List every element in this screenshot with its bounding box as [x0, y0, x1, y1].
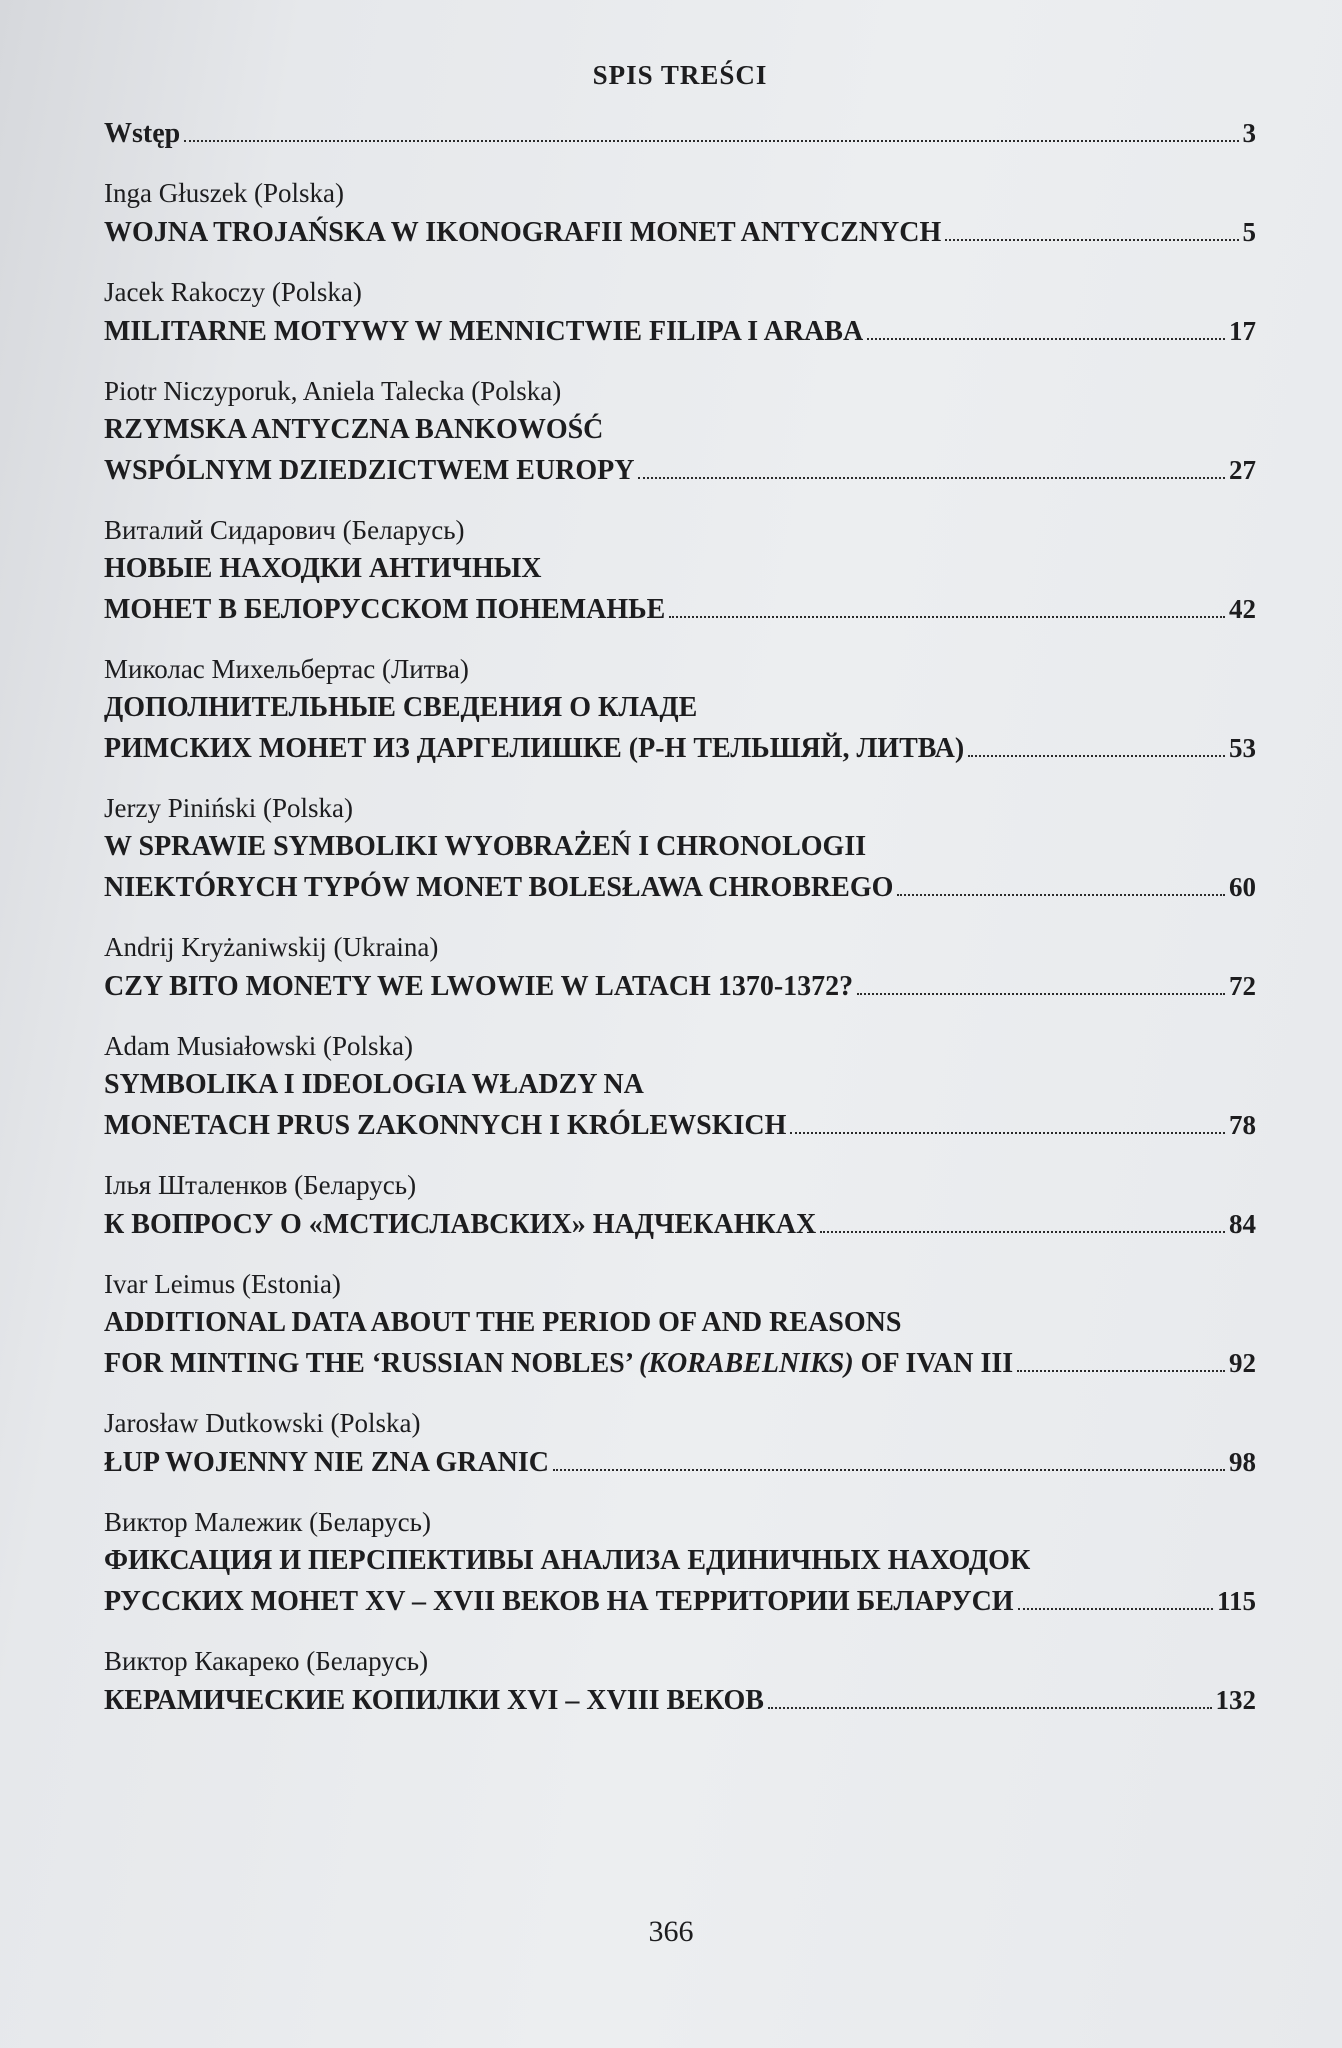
entry-author: Andrij Kryżaniwskij (Ukraina): [104, 932, 439, 962]
dot-leader: [184, 116, 1238, 142]
toc-line: [104, 589, 1256, 630]
dot-leader: [1018, 1584, 1213, 1610]
entry-author: Виталий Сидарович (Беларусь): [104, 515, 465, 545]
entry-title: CZY BITO MONETY WE LWOWIE W LATACH 1370-1372?: [104, 971, 854, 1002]
entry-title: Wstęp: [104, 118, 181, 149]
entry-title: ADDITIONAL DATA ABOUT THE PERIOD OF AND REASONS: [104, 1307, 902, 1338]
page-ref: 60: [1229, 872, 1256, 902]
toc-entry: [104, 372, 1256, 491]
entry-title: SYMBOLIKA I IDEOLOGIA WŁADZY NA: [104, 1069, 644, 1100]
toc-line: [104, 1680, 1256, 1721]
page-ref: 92: [1229, 1348, 1256, 1378]
dot-leader: [945, 215, 1238, 241]
toc-entry: [104, 928, 1256, 1007]
entry-author: Inga Głuszek (Polska): [104, 178, 344, 208]
dot-leader: [820, 1207, 1225, 1233]
table-of-contents: [104, 60, 1256, 1741]
page-ref: 53: [1229, 733, 1256, 763]
page-ref: 72: [1229, 971, 1256, 1001]
entry-title: RZYMSKA ANTYCZNA BANKOWOŚĆ: [104, 414, 604, 445]
entry-title: РИМСКИХ МОНЕТ ИЗ ДАРГЕЛИШКЕ (Р-Н ТЕЛЬШЯЙ, ЛИТВА): [104, 733, 965, 764]
toc-entry: [104, 174, 1256, 253]
toc-line: [104, 867, 1256, 908]
entry-title: ŁUP WOJENNY NIE ZNA GRANIC: [104, 1447, 549, 1478]
entry-title: W SPRAWIE SYMBOLIKI WYOBRAŻEŃ I CHRONOLOGII: [104, 831, 867, 862]
entry-title: НОВЫЕ НАХОДКИ АНТИЧНЫХ: [104, 553, 542, 584]
entry-title-part: OF IVAN III: [853, 1348, 1014, 1379]
toc-line: [104, 1541, 1256, 1581]
toc-line: [104, 1105, 1256, 1146]
toc-entry: [104, 511, 1256, 630]
entry-author: Jacek Rakoczy (Polska): [104, 277, 362, 307]
entry-title: NIEKTÓRYCH TYPÓW MONET BOLESŁAWA CHROBREGO: [104, 872, 894, 903]
entry-author: Виктор Малежик (Беларусь): [104, 1507, 431, 1537]
page-ref: 27: [1229, 455, 1256, 485]
entry-author: Jerzy Piniński (Polska): [104, 793, 353, 823]
dot-leader: [638, 453, 1225, 479]
toc-entry: [104, 1503, 1256, 1622]
toc-line: [104, 688, 1256, 728]
page-ref: 17: [1229, 316, 1256, 346]
toc-line: [104, 450, 1256, 491]
dot-leader: [968, 731, 1225, 757]
dot-leader: [897, 870, 1225, 896]
toc-line: [104, 1581, 1256, 1622]
toc-entry: [104, 1404, 1256, 1483]
page-ref: 78: [1229, 1110, 1256, 1140]
entry-title: КЕРАМИЧЕСКИЕ КОПИЛКИ XVI – XVIII ВЕКОВ: [104, 1685, 764, 1716]
toc-line: [104, 728, 1256, 769]
toc-entry-intro: [104, 113, 1256, 154]
dot-leader: [669, 592, 1225, 618]
toc-entry: [104, 273, 1256, 352]
entry-title-italic: (KORABELNIKS): [638, 1348, 854, 1379]
entry-author: Миколас Михельбертас (Литва): [104, 654, 469, 684]
page-ref: 3: [1242, 118, 1256, 148]
toc-entry: [104, 1642, 1256, 1721]
toc-line: [104, 827, 1256, 867]
page-number: 366: [648, 1915, 694, 1948]
entry-title: MONETACH PRUS ZAKONNYCH I KRÓLEWSKICH: [104, 1110, 787, 1141]
entry-title: РУССКИХ МОНЕТ XV – XVII ВЕКОВ НА ТЕРРИТОРИИ БЕЛАРУСИ: [104, 1586, 1014, 1617]
toc-entry: [104, 1265, 1256, 1384]
toc-entry: [104, 789, 1256, 908]
page-ref: 98: [1229, 1447, 1256, 1477]
entry-author: Piotr Niczyporuk, Aniela Talecka (Polska): [104, 376, 562, 406]
entry-author: Ілья Шталенков (Беларусь): [104, 1170, 417, 1200]
page-ref: 5: [1242, 217, 1256, 247]
toc-line: [104, 1065, 1256, 1105]
dot-leader: [768, 1683, 1212, 1709]
toc-line: [104, 311, 1256, 352]
dot-leader: [857, 969, 1225, 995]
entry-title: WOJNA TROJAŃSKA W IKONOGRAFII MONET ANTYCZNYCH: [104, 217, 942, 248]
toc-line: [104, 966, 1256, 1007]
entry-title-part: FOR MINTING THE ‘RUSSIAN NOBLES’: [104, 1348, 639, 1379]
entry-author: Виктор Какареко (Беларусь): [104, 1646, 429, 1676]
toc-line: [104, 1442, 1256, 1483]
entry-author: Adam Musiałowski (Polska): [104, 1031, 413, 1061]
page-ref: 84: [1229, 1209, 1256, 1239]
dot-leader: [553, 1445, 1225, 1471]
toc-entry: [104, 650, 1256, 769]
toc-title: SPIS TREŚCI: [592, 60, 768, 90]
toc-line: [104, 113, 1256, 154]
dot-leader: [867, 314, 1225, 340]
dot-leader: [790, 1108, 1225, 1134]
toc-entry: [104, 1166, 1256, 1245]
page-ref: 115: [1216, 1586, 1256, 1616]
toc-line: [104, 1204, 1256, 1245]
entry-title: МОНЕТ В БЕЛОРУССКОМ ПОНЕМАНЬЕ: [104, 594, 666, 625]
toc-line: [104, 1343, 1256, 1384]
toc-entry: [104, 1027, 1256, 1146]
entry-title: ФИКСАЦИЯ И ПЕРСПЕКТИВЫ АНАЛИЗА ЕДИНИЧНЫХ НАХОДОК: [104, 1545, 1031, 1576]
entry-author: Ivar Leimus (Estonia): [104, 1269, 341, 1299]
toc-line: [104, 549, 1256, 589]
toc-line: [104, 212, 1256, 253]
entry-title: WSPÓLNYM DZIEDZICTWEM EUROPY: [104, 455, 635, 486]
entry-title: К ВОПРОСУ О «МСТИСЛАВСКИХ» НАДЧЕКАНКАХ: [104, 1209, 817, 1240]
entry-author: Jarosław Dutkowski (Polska): [104, 1408, 421, 1438]
page-ref: 132: [1215, 1685, 1256, 1715]
toc-line: [104, 1303, 1256, 1343]
toc-line: [104, 410, 1256, 450]
entry-title: [104, 1344, 1013, 1384]
page-ref: 42: [1229, 594, 1256, 624]
entry-title: ДОПОЛНИТЕЛЬНЫЕ СВЕДЕНИЯ О КЛАДЕ: [104, 692, 698, 723]
entry-title: MILITARNE MOTYWY W MENNICTWIE FILIPA I ARABA: [104, 316, 864, 347]
dot-leader: [1017, 1346, 1225, 1372]
